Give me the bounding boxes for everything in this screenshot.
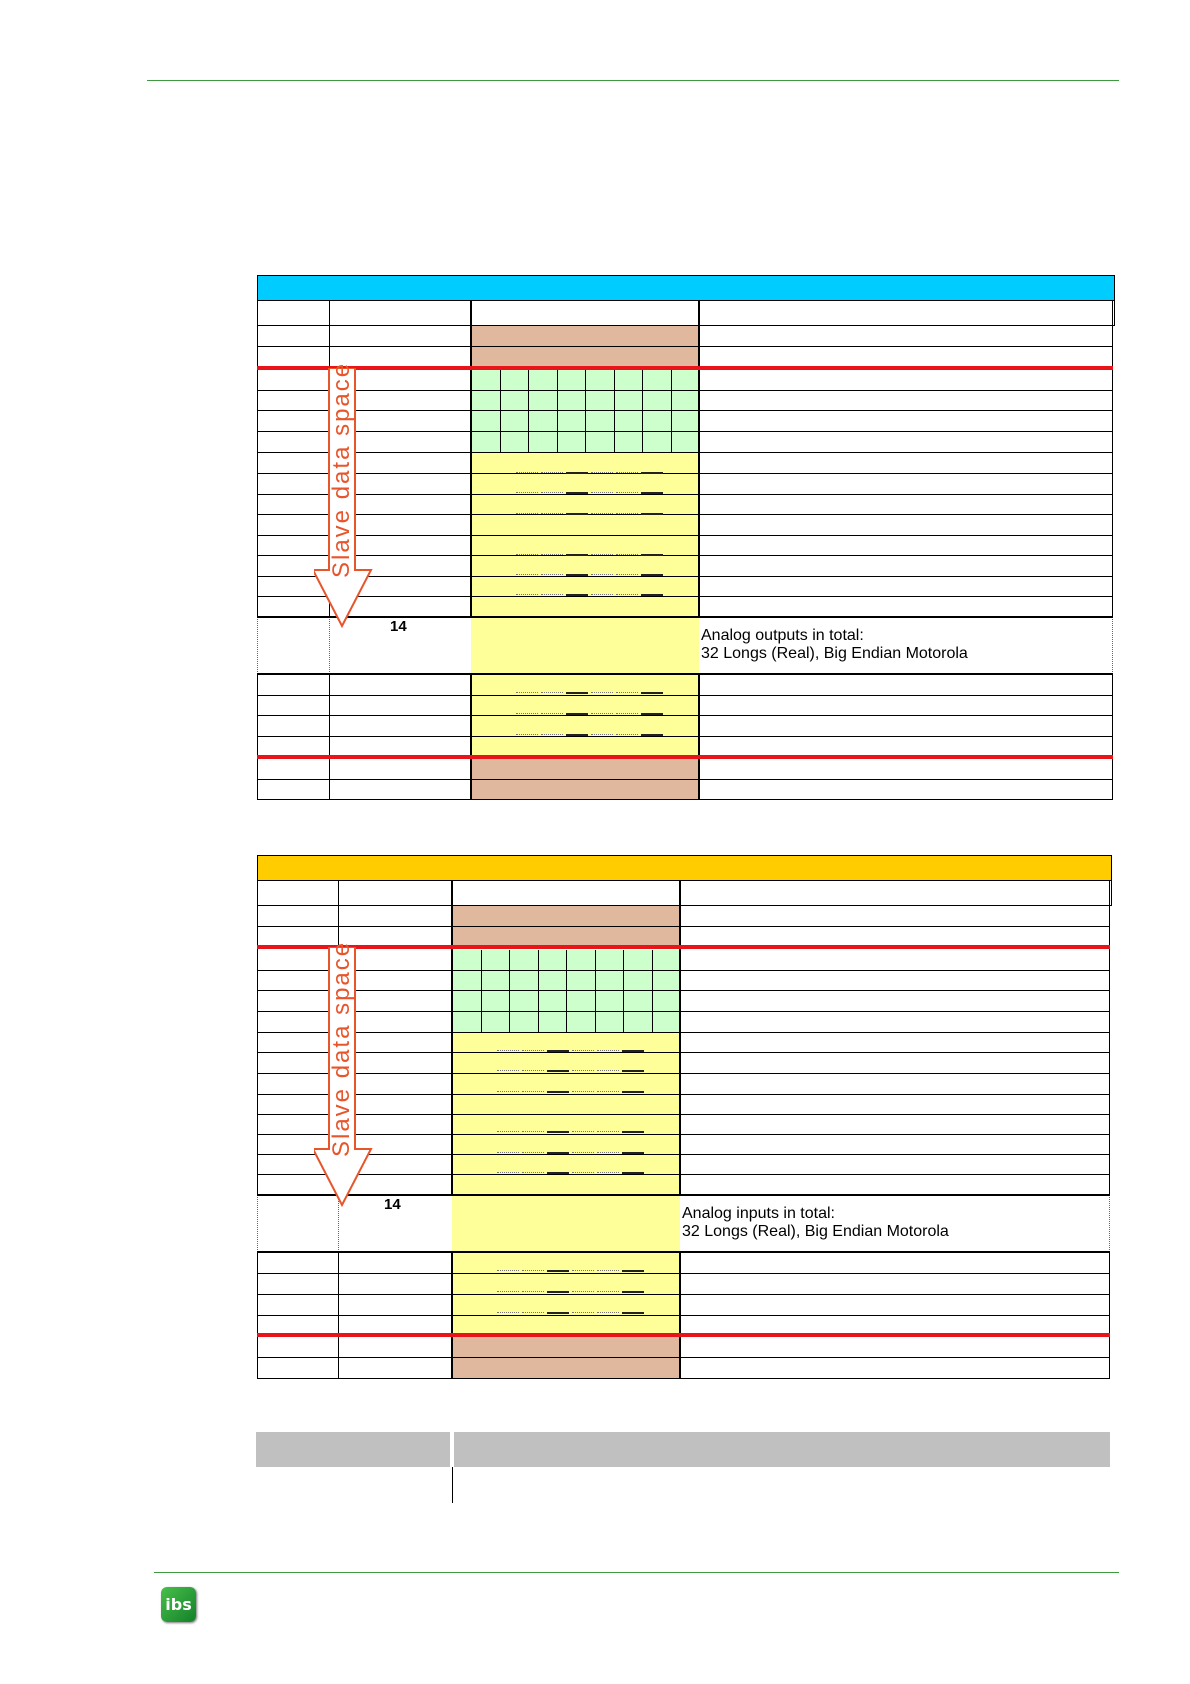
value-separator-mark [522,1070,544,1072]
value-separator-mark [522,1291,544,1293]
legend-header-right [454,1432,1110,1467]
column-line-bold [679,1252,681,1379]
value-separator-mark [597,1270,619,1272]
value-separator-mark [572,1070,594,1072]
inputs-description-line2: 32 Longs (Real), Big Endian Motorola [682,1223,949,1240]
bit-column-line [509,950,510,1032]
value-separator-mark [547,1131,569,1133]
table-row-line [257,1052,1109,1053]
value-separator-mark [497,1270,519,1272]
table-row-line [257,1073,1109,1074]
bit-column-line [595,950,596,1032]
value-separator-mark [597,1131,619,1133]
value-separator-mark [522,1312,544,1314]
value-separator-mark [622,1270,644,1272]
legend-divider [452,1467,453,1503]
table-row-line [257,1114,1109,1115]
value-separator-mark [597,1070,619,1072]
value-separator-mark [572,1152,594,1154]
value-separator-mark [572,1131,594,1133]
footer-rule [154,1572,1119,1573]
column-line [1109,880,1110,1195]
value-separator-mark [547,1312,569,1314]
column-line-bold [451,1252,453,1379]
table-row-line [257,1174,1109,1175]
inputs-slave-space-top-line [257,945,1110,949]
table-row-line [257,1273,1109,1274]
value-separator-mark [597,1091,619,1093]
value-separator-mark [522,1131,544,1133]
value-separator-mark [497,1131,519,1133]
value-separator-mark [622,1131,644,1133]
value-separator-mark [597,1152,619,1154]
table-row-line [257,1134,1109,1135]
column-line-bold [679,880,681,1195]
value-separator-mark [522,1091,544,1093]
value-separator-mark [572,1172,594,1174]
value-separator-mark [522,1172,544,1174]
value-separator-mark [497,1070,519,1072]
value-separator-mark [572,1291,594,1293]
value-separator-mark [597,1291,619,1293]
value-separator-mark [572,1091,594,1093]
inputs-reserved-cell-bottom [452,1337,680,1379]
bit-column-line [623,950,624,1032]
outputs-slave-space-label: Slave data space [328,361,355,578]
value-separator-mark [547,1091,569,1093]
value-separator-mark [497,1152,519,1154]
bit-column-line [652,950,653,1032]
value-separator-mark [497,1172,519,1174]
table-row-line [257,926,1109,927]
table-row-line [257,905,1109,906]
bit-column-line [538,950,539,1032]
inputs-table-header [257,855,1112,881]
table-row-line [257,1094,1109,1095]
table-row-line [257,1378,1109,1379]
value-separator-mark [597,1312,619,1314]
value-separator-mark [597,1050,619,1052]
value-separator-mark [547,1050,569,1052]
table-row-line [257,970,1109,971]
column-line [257,1252,258,1379]
table-row-line [257,1357,1109,1358]
ibs-logo: ibs [161,1587,196,1622]
value-separator-mark [572,1312,594,1314]
value-separator-mark [497,1312,519,1314]
value-separator-mark [622,1152,644,1154]
value-separator-mark [547,1070,569,1072]
inputs-description-line1: Analog inputs in total: [682,1205,835,1222]
table-row-line [257,1032,1109,1033]
bit-column-line [481,950,482,1032]
value-separator-mark [547,1172,569,1174]
value-separator-mark [522,1270,544,1272]
value-separator-mark [547,1270,569,1272]
value-separator-mark [547,1152,569,1154]
value-separator-mark [622,1050,644,1052]
value-separator-mark [622,1091,644,1093]
inputs-slave-space-label: Slave data space [328,940,355,1157]
value-separator-mark [572,1050,594,1052]
legend-header-left [256,1432,450,1467]
table-row-line [257,1315,1109,1316]
outputs-description-line2: 32 Longs (Real), Big Endian Motorola [701,645,968,662]
table-row-line [257,1011,1109,1012]
value-separator-mark [622,1070,644,1072]
column-line [1109,1252,1110,1379]
inputs-reserved-cell [452,906,680,948]
value-separator-mark [522,1152,544,1154]
table-row-line [257,990,1109,991]
value-separator-mark [572,1270,594,1272]
inputs-column-header-row [257,880,1112,906]
bit-column-line [566,950,567,1032]
value-separator-mark [497,1050,519,1052]
column-line [257,880,258,1195]
inputs-gap-bottom-line [257,1251,1110,1253]
outputs-description-line1: Analog outputs in total: [701,627,864,644]
value-separator-mark [622,1291,644,1293]
value-separator-mark [497,1091,519,1093]
column-line-bold [451,880,453,1195]
table-row-line [257,1154,1109,1155]
value-separator-mark [522,1050,544,1052]
inputs-gap-dotted-left [257,1195,258,1252]
inputs-gap-yellow [452,1195,680,1252]
inputs-gap-dotted-right [1109,1195,1110,1252]
value-separator-mark [547,1291,569,1293]
outputs-row-number: 14 [390,618,407,635]
value-separator-mark [497,1291,519,1293]
inputs-row-number: 14 [384,1196,401,1213]
inputs-slave-space-bottom-line [257,1333,1110,1337]
value-separator-mark [622,1172,644,1174]
value-separator-mark [597,1172,619,1174]
column-line [338,1252,339,1379]
value-separator-mark [622,1312,644,1314]
table-row-line [257,1294,1109,1295]
